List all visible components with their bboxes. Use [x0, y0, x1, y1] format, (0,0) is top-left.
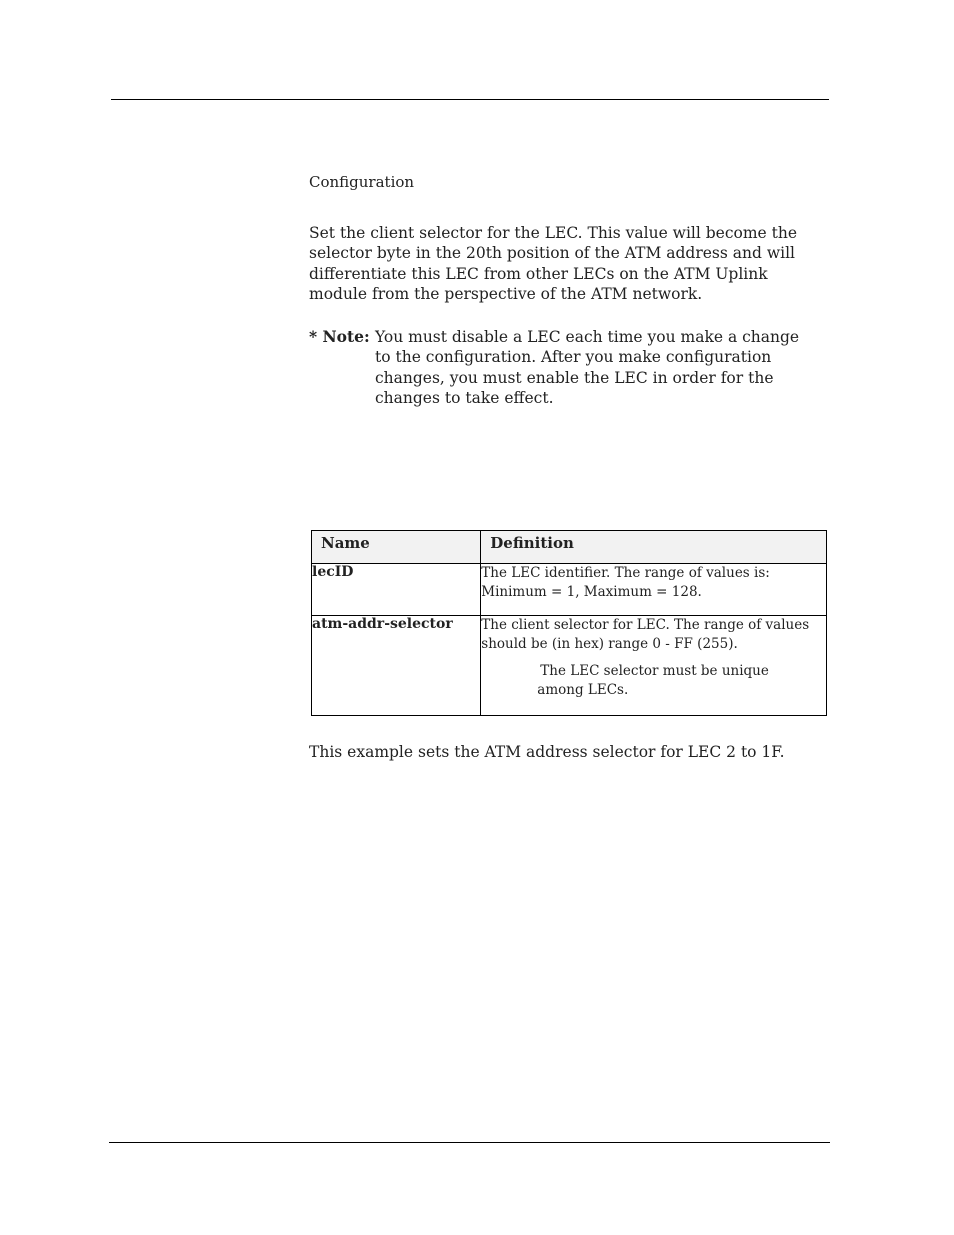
note-block [309, 327, 809, 409]
table-row [312, 616, 827, 716]
parameter-definition [481, 564, 827, 616]
parameter-definition-text: The LEC identifier. The range of values is: Minimum = 1, Maximum = 128. [481, 565, 770, 600]
command-description: Set the client selector for the LEC. This value will become the selector byte in the 20th position of the ATM address and will differentiate this LEC from other LECs on the ATM Uplink module from the perspective of the ATM network. [309, 224, 798, 304]
parameters-table [311, 530, 827, 716]
note-label: * Note: [309, 327, 370, 346]
parameter-definition-text: The client selector for LEC. The range of values should be (in hex) range 0 - FF (255). [481, 617, 810, 652]
header-rule [111, 99, 829, 100]
note-text: You must disable a LEC each time you make a change to the configuration. After you make configuration changes, you must enable the LEC in order for the changes to take effect. [375, 328, 800, 408]
table-header-row [312, 531, 827, 564]
table-row [312, 564, 827, 616]
mode-value: Configuration [309, 173, 415, 191]
parameter-note [537, 662, 787, 700]
parameter-name: lecID [312, 564, 481, 616]
parameter-definition [481, 616, 827, 716]
table-header-definition: Definition [481, 531, 827, 564]
parameter-note-text: The LEC selector must be unique among LECs. [537, 663, 769, 698]
example-description: This example sets the ATM address selector for LEC 2 to 1F. [309, 743, 785, 761]
footer-rule [109, 1142, 830, 1143]
parameter-name: atm-addr-selector [312, 616, 481, 716]
table-header-name: Name [312, 531, 481, 564]
